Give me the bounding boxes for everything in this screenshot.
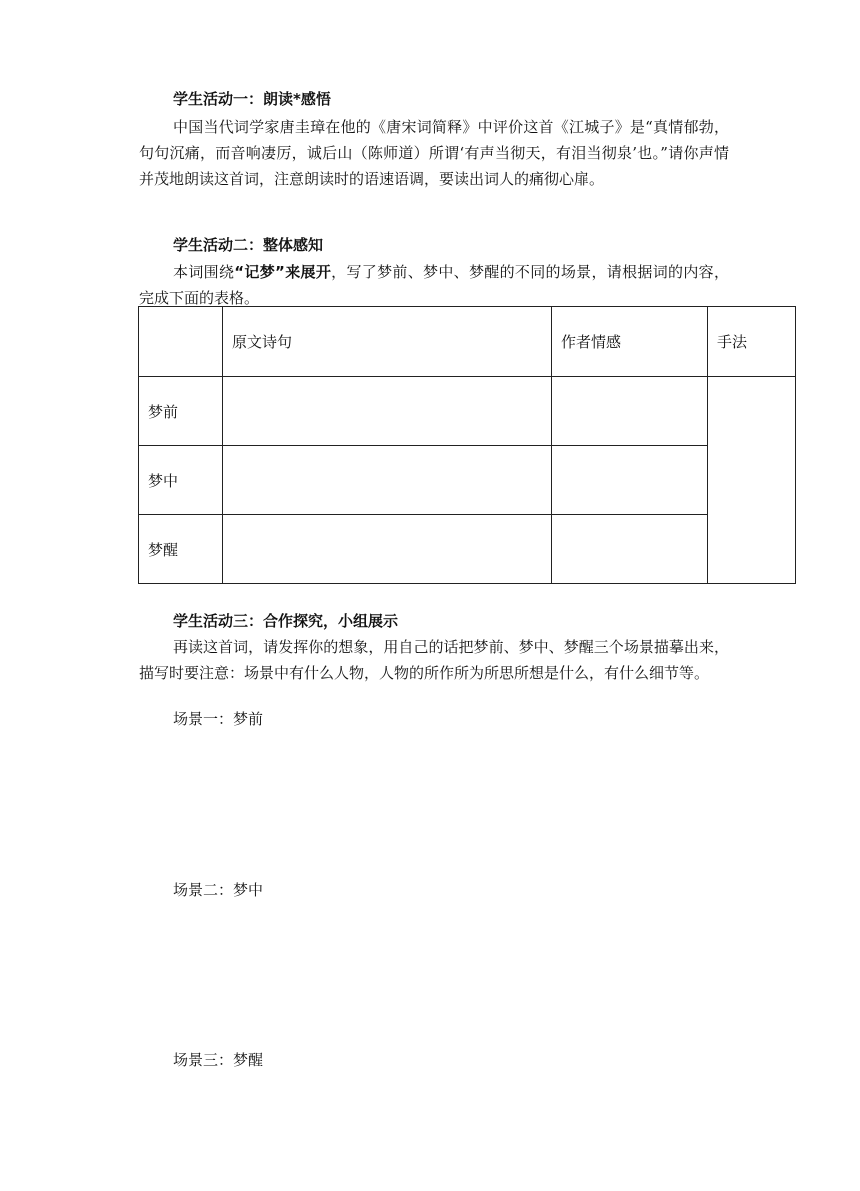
table-cell — [552, 377, 708, 446]
table-cell — [552, 446, 708, 515]
activity2-text-emphasis: “记梦”来展开 — [234, 263, 332, 281]
table-header-row — [139, 307, 796, 377]
table-row — [139, 377, 796, 446]
table-row-label: 梦醒 — [139, 515, 223, 584]
table-row-label: 梦前 — [139, 377, 223, 446]
activity2-text — [139, 259, 729, 311]
activity3-heading: 学生活动三：合作探究，小组展示 — [173, 612, 399, 630]
activity2-text-rest: ，写了梦前、梦中、梦醒的不同的场景，请根据词的内容，完成下面的表格。 — [139, 263, 729, 307]
scene-label: 场景三：梦醒 — [173, 1051, 264, 1069]
scene-label: 场景一：梦前 — [173, 710, 264, 728]
activity3-text: 再读这首词，请发挥你的想象，用自己的话把梦前、梦中、梦醒三个场景描摹出来，描写时要注意：场景中有什么人物，人物的所作所为所思所想是什么，有什么细节等。 — [139, 638, 729, 682]
scene-label: 场景二：梦中 — [173, 881, 264, 899]
table-row — [139, 446, 796, 515]
table-cell — [552, 515, 708, 584]
table-cell — [223, 377, 552, 446]
activity2-heading: 学生活动二：整体感知 — [173, 236, 324, 254]
dream-analysis-table — [138, 306, 796, 584]
table-header-cell: 作者情感 — [552, 307, 708, 377]
table-header-cell: 原文诗句 — [223, 307, 552, 377]
activity1-text: 中国当代词学家唐圭璋在他的《唐宋词简释》中评价这首《江城子》是“真情郁勃，句句沉痛，而音响凄厉，诚后山（陈师道）所谓‘有声当彻天，有泪当彻泉’也。”请你声情并茂地朗读这首词，注意朗读时的语速语调，要读出词人的痛彻心扉。 — [139, 118, 729, 188]
table-row-label: 梦中 — [139, 446, 223, 515]
table-header-cell — [139, 307, 223, 377]
table-cell — [223, 446, 552, 515]
table-cell — [223, 515, 552, 584]
table-merged-cell — [708, 377, 796, 584]
table-row — [139, 515, 796, 584]
activity2-text-lead: 本词围绕 — [173, 263, 235, 281]
table-header-cell: 手法 — [708, 307, 796, 377]
activity1-heading: 学生活动一：朗读*感悟 — [173, 90, 331, 108]
